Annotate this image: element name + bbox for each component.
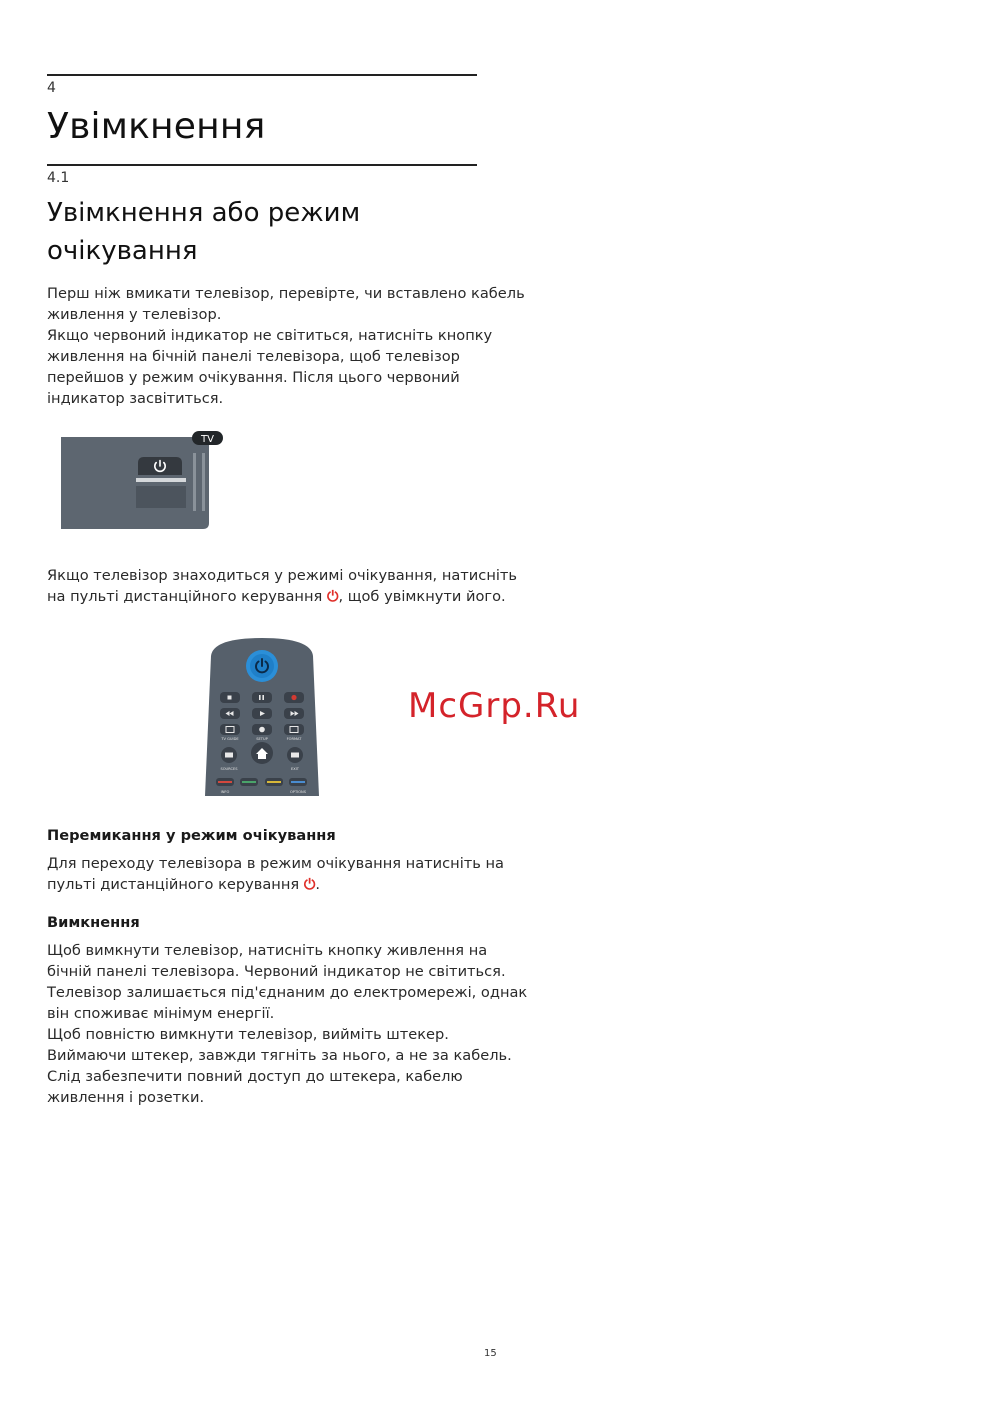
intro-paragraph (47, 283, 525, 409)
record-icon (291, 695, 296, 700)
watermark: McGrp.Ru (408, 686, 581, 726)
chapter-title: Увімкнення (47, 106, 266, 147)
off-line: Щоб вимкнути телевізор, натисніть кнопку живлення на (47, 942, 488, 959)
red-key (218, 781, 232, 783)
standby-line: на пульті дистанційного керування ⏻, щоб увімкнути його. (47, 588, 506, 605)
intro-line: індикатор засвітиться. (47, 390, 224, 407)
sources-label: SOURCES (220, 767, 238, 771)
standby-paragraph (47, 565, 518, 607)
options-label: OPTIONS (289, 790, 307, 794)
format-label: FORMAT (286, 737, 302, 741)
off-line: живлення і розетки. (47, 1089, 205, 1106)
power-icon: ⏻ (326, 588, 339, 605)
tv-side-panel-illustration (58, 428, 228, 532)
off-heading: Вимкнення (47, 914, 140, 931)
chapter-number: 4 (47, 80, 56, 96)
chapter-rule (47, 74, 477, 76)
off-line: Слід забезпечити повний доступ до штекера, кабелю (47, 1068, 463, 1085)
green-key (242, 781, 256, 783)
standby-switch-line: Для переходу телевізора в режим очікування натисніть на (47, 855, 504, 872)
blue-key (291, 781, 305, 783)
off-line: Щоб повністю вимкнути телевізор, вийміть штекер. (47, 1026, 449, 1043)
tv-badge: TV (201, 434, 214, 445)
stop-icon (228, 696, 232, 700)
remote-control-illustration (203, 636, 321, 798)
standby-switch-heading: Перемикання у режим очікування (47, 827, 336, 844)
standby-switch-paragraph (47, 853, 504, 895)
off-line: Виймаючи штекер, завжди тягніть за нього, а не за кабель. (47, 1047, 512, 1064)
exit-icon (291, 753, 299, 758)
info-label: INFO (220, 790, 230, 794)
intro-line: живлення у телевізор. (47, 306, 222, 323)
intro-line: перейшов у режим очікування. Після цього червоний (47, 369, 460, 386)
setup-icon (259, 727, 265, 733)
standby-line: Якщо телевізор знаходиться у режимі очікування, натисніть (47, 567, 518, 584)
exit-label: EXIT (291, 767, 299, 771)
off-paragraph (47, 940, 528, 1108)
standby-switch-section (47, 827, 504, 895)
intro-line: живлення на бічній панелі телевізора, щоб телевізор (47, 348, 460, 365)
setup-label: SETUP (256, 737, 268, 741)
tv-guide-label: TV GUIDE (221, 737, 239, 741)
page-number: 15 (484, 1348, 497, 1359)
off-line: він споживає мінімум енергії. (47, 1005, 275, 1022)
sources-icon (225, 753, 233, 758)
yellow-key (267, 781, 281, 783)
intro-line: Якщо червоний індикатор не світиться, натисніть кнопку (47, 327, 493, 344)
section-rule (47, 164, 477, 166)
off-line: Телевізор залишається під'єднаним до електромережі, однак (47, 984, 528, 1001)
section-number: 4.1 (47, 170, 70, 186)
off-line: бічній панелі телевізора. Червоний індикатор не світиться. (47, 963, 506, 980)
pause-icon (259, 695, 261, 700)
off-section (47, 914, 528, 1108)
section-title: Увімкнення або режим очікування (47, 198, 361, 266)
power-icon: ⏻ (303, 876, 316, 893)
standby-switch-line: пульті дистанційного керування ⏻. (47, 876, 320, 893)
intro-line: Перш ніж вмикати телевізор, перевірте, чи вставлено кабель (47, 285, 525, 302)
